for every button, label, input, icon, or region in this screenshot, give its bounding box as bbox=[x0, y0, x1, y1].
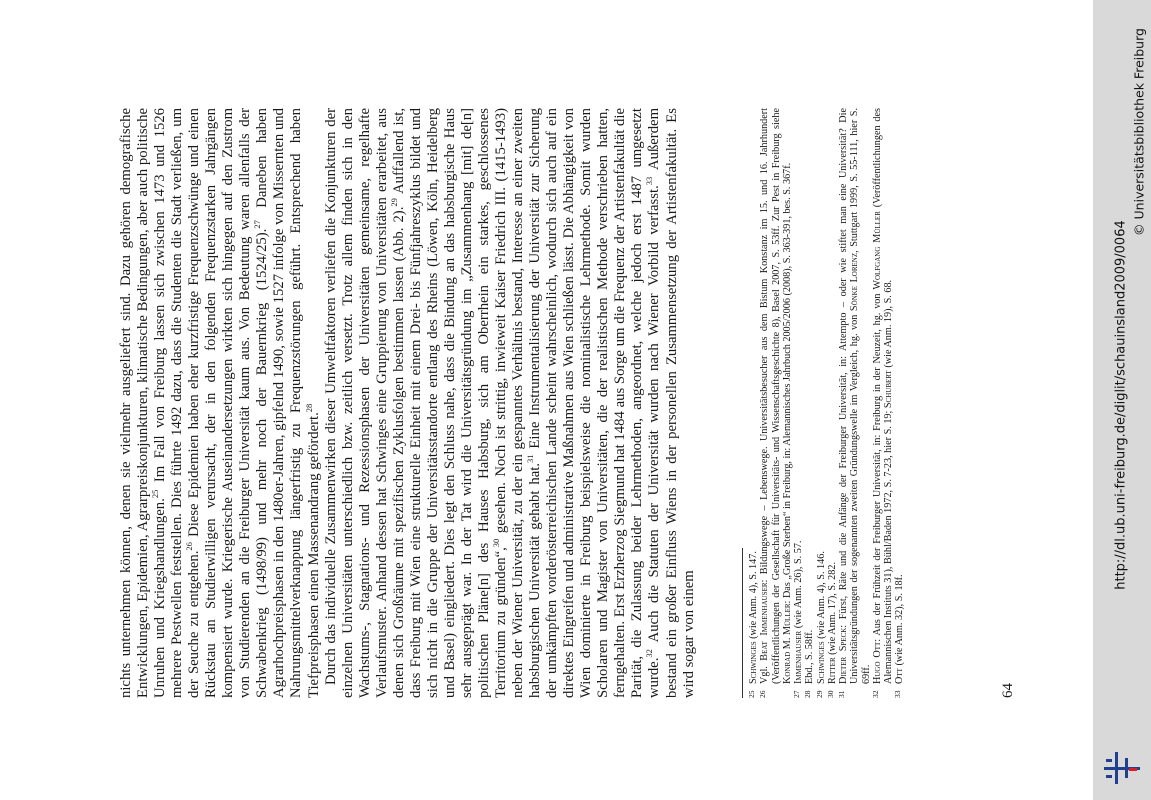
footnote-number: 29 bbox=[814, 690, 824, 698]
footnote-number: 25 bbox=[747, 690, 756, 698]
source-url-link[interactable]: http://dl.ub.uni-freiburg.de/diglit/schauinsland2009/0064 bbox=[1113, 220, 1129, 590]
footnote-item bbox=[748, 108, 759, 698]
author-name: Schwinges bbox=[748, 641, 759, 684]
footnote-item bbox=[793, 108, 804, 698]
author-name: Konrad M. Müller bbox=[781, 603, 793, 684]
footnotes bbox=[748, 108, 906, 698]
footnote-number: 33 bbox=[893, 690, 903, 698]
footnote-reference[interactable]: 26 bbox=[184, 542, 195, 551]
author-name: Schubert bbox=[883, 370, 894, 409]
author-name: Ritter bbox=[826, 657, 838, 684]
footnote-number: 27 bbox=[792, 690, 801, 698]
footnote-reference[interactable]: 31 bbox=[525, 454, 536, 464]
paragraph-text: Auch die Statuten der Universität wurden nach Wiener Vorbild verfasst. bbox=[646, 185, 663, 650]
footnote-number: 26 bbox=[758, 690, 768, 698]
footnote-item bbox=[872, 108, 895, 698]
footnote-reference[interactable]: 29 bbox=[388, 198, 399, 207]
footnote-text: (Veröffentlichungen des Alemannischen Instituts 31), Bühl/Baden 1972, S. 7-23, hier S. 19; bbox=[871, 107, 894, 684]
paragraph-text: Durch das individuelle Zusammenwirken dieser Umweltfaktoren verliefen die Konjunkturen der einzelnen Universitäten unterschiedlich bzw. zeitlich versetzt. Trotz allem finden sich in den Wachstums-, Stagnations- und Rezessionsphasen der Universitäten gemeinsame, regelhafte Verlaufsmuster. Anhand dessen hat Schwinges eine Gruppierung von Universitäten erarbeitet, aus denen sich Großräume mit spezifischen Zyklusfolgen bestimmen lassen (Abb. 2). bbox=[322, 108, 407, 698]
footnote-text: Ebd., S. 58ff. bbox=[804, 629, 816, 684]
paragraph-text: Im Fall von Freiburg lassen sich zwischen 1473 und 1526 mehrere Pestwellen feststellen. Dies führte 1492 dazu, dass die Studenten die Stadt verließen, um der Seuche zu entgehen. bbox=[152, 107, 203, 698]
footnote-item bbox=[816, 108, 827, 698]
author-name: Sönke Lorenz bbox=[849, 252, 861, 312]
author-name: Ott bbox=[894, 668, 906, 684]
footnote-text: (wie Anm. 32), S. 18f. bbox=[894, 574, 906, 669]
footnote-reference[interactable]: 33 bbox=[644, 176, 655, 186]
footnote-text: (wie Anm. 26), S. 57. bbox=[793, 540, 804, 631]
body-paragraph bbox=[323, 108, 698, 698]
footnote-text: : Fürst, Räte und die Anfänge der Freiburger Universität, in: Attempto – oder wie stiftet man eine Universität? Die Universitätsgründungen der sogenannten zweiten Gründungswelle im Vergleich, hg. von bbox=[838, 108, 861, 684]
footnote-reference[interactable]: 30 bbox=[491, 538, 502, 548]
author-name: Wolfgang Müller bbox=[871, 211, 883, 290]
footnote-text: (wie Anm. 17), S. 282. bbox=[826, 562, 838, 658]
paragraph-text: Diese Epidemien haben eher kurzfristige Frequenzschwünge und einen Rückstau an Studierwilligen verursacht, der in den folgenden Frequenzstarken Jahrgängen kompensiert wurde. Kriegerische Auseinandersetzungen wirkten sich hingegen auf den Zustrom von Studierenden an die Freiburger Universität kaum aus. Von Bedeutung waren allenfalls der Schwabenkrieg (1498/99) und mehr noch der Bauernkrieg (1524/25). bbox=[186, 108, 271, 698]
author-name: Immenhauser bbox=[793, 630, 804, 684]
footnote-text: : Aus der Frühzeit der Freiburger Universität, in: Freiburg in der Neuzeit, hg. von bbox=[871, 289, 883, 642]
paragraph-text: gesehen. Noch ist strittig, inwieweit Kaiser Friedrich III. (1415-1493) neben der Wiener Universität, zu der ein gespanntes Verhältnis bestand, Interesse an einer zweiten habsburgischen Universität gehabt hat. bbox=[493, 108, 544, 698]
paragraph-text: Eine Instrumentalisierung der Universität zur Sicherung der umkämpften vorderösterreichischen Lande scheint wahrscheinlich, wodurch sich auch auf ein direktes Eingreifen und administrative Maßnahmen aus Wien schließen lässt. Die Abhängigkeit von Wien dominierte in Freiburg beispielsweise die nominalistische Lehrmethode. Somit wurden Scholaren und Magister von Universitäten, die der realistischen Methode verschrieben hatten, ferngehalten. Erst Erzherzog Siegmund hat 1484 aus Sorge um die Frequenz der Artistenfakultät die Parität, die Zulassung beider Lehrmethoden, angeordnet, welche jedoch erst 1487 umgesetzt wurde. bbox=[527, 108, 663, 698]
footnote-reference[interactable]: 25 bbox=[150, 489, 161, 499]
paragraph-text: nichts unternehmen können, denen sie vielmehr ausgeliefert sind. Dazu gehören demografische Entwicklungen, Epidemien, Agrarpreiskonjunkturen, klimatische Bedingungen, aber auch politische Unruhen und Kriegshandlungen. bbox=[118, 108, 169, 698]
author-name: Beat Immenhauser bbox=[759, 582, 771, 661]
footnote-number: 31 bbox=[837, 690, 846, 698]
paragraph-text: Auffallend ist, dass Freiburg mit Wien eine strukturelle Einheit mit einem Drei- bis Fünfjahreszyklus bildet und sich nicht in die Gruppe der Universitätsstandorte entlang des Rheins (Löwen, Köln, Heidelberg und Basel) eingliedert. Dies legt den Schluss nahe, dass die Bindung an das habsburgische Haus sehr ausgeprägt war. In der Tat wird die Universitätsgründung im „Zusammenhang [mit] de[n] politischen Pläne[n] des Hauses Habsburg, sich am Oberrhein ein starkes, geschlossenes Territorium zu gründen“, bbox=[390, 108, 510, 698]
footnote-text: : Das „Große Sterben“ in Freiburg, in: Alemannisches Jahrbuch 2005/2006 (2008), S. 363-391, bes. S. 367f. bbox=[781, 162, 793, 604]
footnote-text: (wie Anm. 4), S. 146. bbox=[815, 551, 827, 642]
author-name: Dieter Speck bbox=[838, 627, 849, 684]
main-text bbox=[118, 108, 698, 698]
footnote-reference[interactable]: 28 bbox=[303, 403, 314, 413]
footnote-reference[interactable]: 32 bbox=[644, 649, 655, 658]
footnote-text: (wie Anm. 4), S. 147. bbox=[748, 551, 759, 642]
footnote-divider bbox=[742, 548, 743, 698]
page-number: 64 bbox=[1000, 683, 1016, 698]
footnote-item bbox=[827, 108, 838, 698]
footnote-item bbox=[804, 108, 815, 698]
footnote-text: (wie Anm. 19), S. 68. bbox=[883, 279, 894, 371]
body-paragraph bbox=[118, 108, 323, 698]
paragraph-text: Daneben haben Agrarhochpreisphasen in den 1480er-Jahren, gipfelnd 1490, sowie 1527 infolge von Missernten und Nahrungsmittelverknappung längerfristig zu Frequenzstörungen geführt. Entsprechend haben Tiefpreisphasen einen Massenandrang gefördert. bbox=[254, 107, 322, 698]
footnote-number: 32 bbox=[870, 690, 880, 698]
footnote-number: 28 bbox=[803, 690, 813, 698]
footnote-text: , Stuttgart 1999, S. 55-111, hier S. 69ff. bbox=[849, 108, 872, 684]
footnote-reference[interactable]: 27 bbox=[252, 220, 263, 229]
footnote-item bbox=[894, 108, 905, 698]
footnote-item bbox=[838, 108, 872, 698]
author-name: Schwinges bbox=[815, 641, 827, 684]
footnote-number: 30 bbox=[825, 690, 835, 698]
footnote-text: : Bildungswege – Lebenswege. Universitätsbesucher aus dem Bistum Konstanz im 15. und 16. Jahrhundert (Veröffentlichungen der Gesellschaft für Universitäts- und Wissenschaftsgeschichte 8), Basel 2007, S. 53ff. Zur Pest in Freiburg siehe bbox=[759, 108, 782, 684]
paragraph-text: Außerdem bestand ein großer Einfluss Wiens in der personellen Zusammensetzung der Artistenfakultät. Es wird sogar von einem bbox=[646, 108, 697, 698]
copyright-notice: © Universitätsbibliothek Freiburg bbox=[1131, 28, 1147, 236]
footnote-text: Vgl. bbox=[759, 660, 771, 684]
ub-freiburg-logo-icon bbox=[1100, 746, 1144, 790]
author-name: Hugo Ott bbox=[871, 641, 883, 684]
footnote-item bbox=[759, 108, 793, 698]
